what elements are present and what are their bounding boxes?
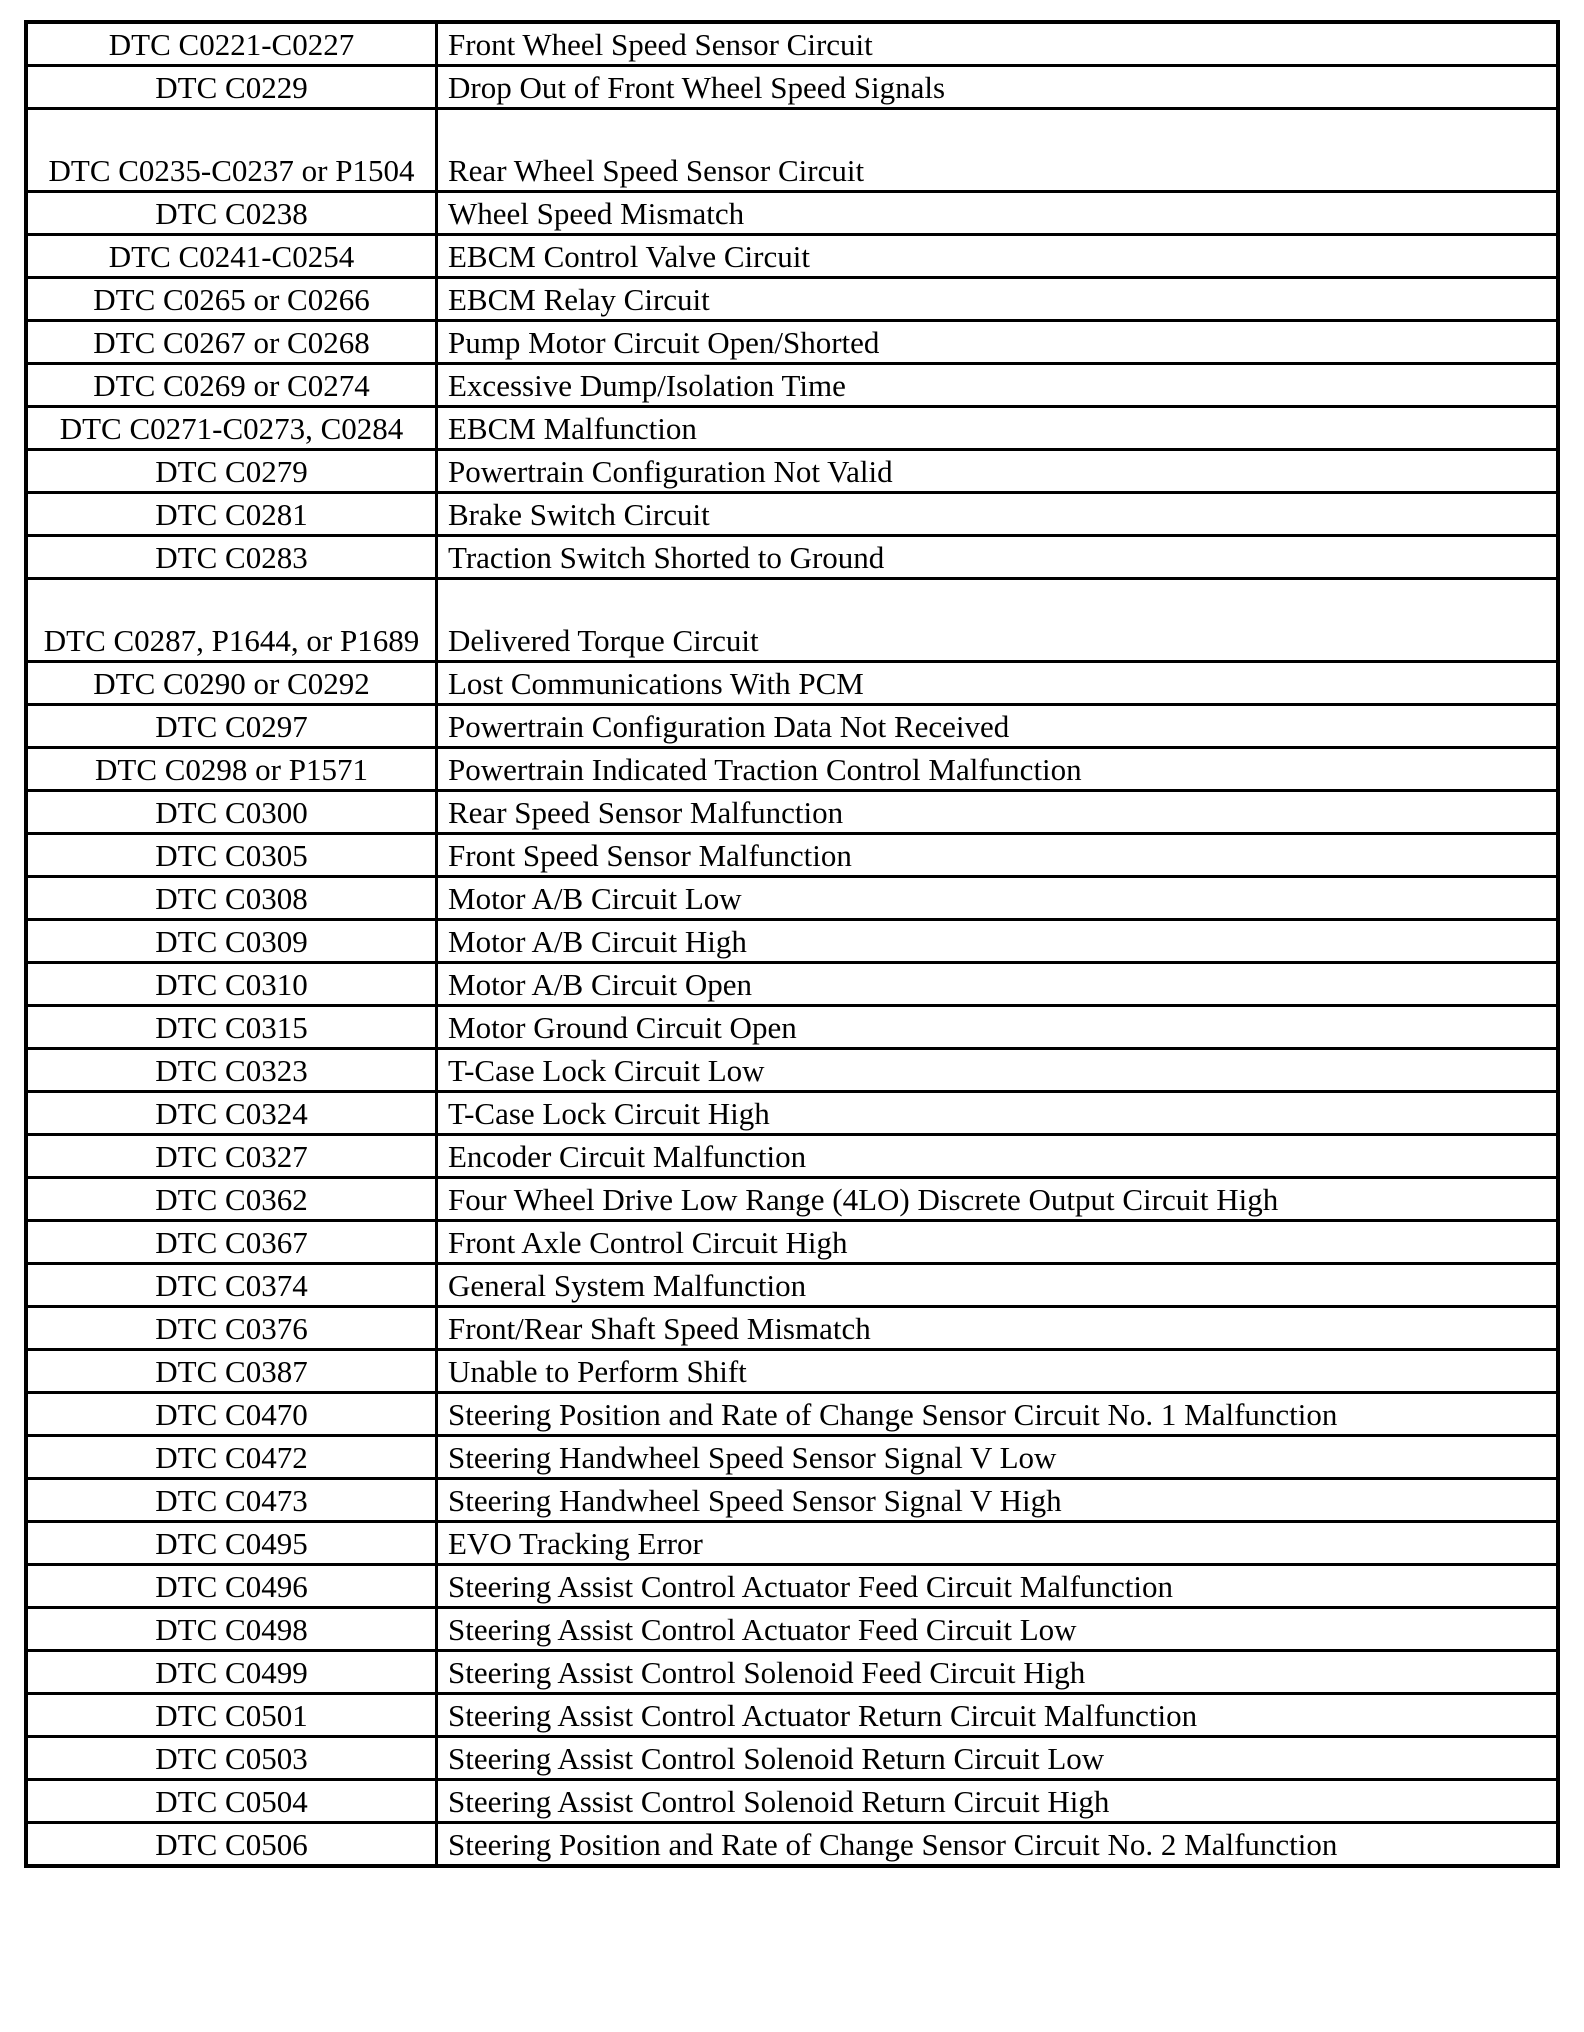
dtc-code: DTC C0473 [26,1479,437,1522]
dtc-code: DTC C0241-C0254 [26,235,437,278]
table-row [26,321,1558,364]
dtc-code: DTC C0269 or C0274 [26,364,437,407]
dtc-description: Powertrain Indicated Traction Control Malfunction [437,748,1559,791]
table-row [26,407,1558,450]
table-row [26,1221,1558,1264]
dtc-description: Rear Speed Sensor Malfunction [437,791,1559,834]
dtc-description: Brake Switch Circuit [437,493,1559,536]
dtc-code: DTC C0297 [26,705,437,748]
table-row [26,1823,1558,1867]
table-row [26,192,1558,235]
dtc-description: Front/Rear Shaft Speed Mismatch [437,1307,1559,1350]
table-row [26,834,1558,877]
dtc-code: DTC C0324 [26,1092,437,1135]
dtc-description: Motor A/B Circuit High [437,920,1559,963]
dtc-description: Steering Assist Control Actuator Return Circuit Malfunction [437,1694,1559,1737]
dtc-description: Powertrain Configuration Data Not Received [437,705,1559,748]
dtc-description: EBCM Malfunction [437,407,1559,450]
table-row [26,579,1558,662]
table-row [26,1264,1558,1307]
dtc-description: Steering Assist Control Solenoid Return Circuit Low [437,1737,1559,1780]
table-row [26,1092,1558,1135]
table-row [26,1436,1558,1479]
dtc-description: Wheel Speed Mismatch [437,192,1559,235]
dtc-code: DTC C0308 [26,877,437,920]
dtc-code: DTC C0300 [26,791,437,834]
table-row [26,1049,1558,1092]
table-row [26,22,1558,66]
dtc-description: EBCM Relay Circuit [437,278,1559,321]
dtc-code: DTC C0229 [26,66,437,109]
dtc-description: Encoder Circuit Malfunction [437,1135,1559,1178]
dtc-description: Lost Communications With PCM [437,662,1559,705]
table-row [26,791,1558,834]
table-row [26,662,1558,705]
dtc-description: T-Case Lock Circuit Low [437,1049,1559,1092]
dtc-description: Unable to Perform Shift [437,1350,1559,1393]
table-row [26,920,1558,963]
dtc-description: General System Malfunction [437,1264,1559,1307]
table-row [26,450,1558,493]
dtc-code: DTC C0283 [26,536,437,579]
dtc-code: DTC C0265 or C0266 [26,278,437,321]
dtc-description: Powertrain Configuration Not Valid [437,450,1559,493]
dtc-code: DTC C0503 [26,1737,437,1780]
table-row [26,1393,1558,1436]
table-row [26,235,1558,278]
dtc-description: Four Wheel Drive Low Range (4LO) Discrete Output Circuit High [437,1178,1559,1221]
dtc-description: Steering Assist Control Solenoid Return Circuit High [437,1780,1559,1823]
dtc-description: Motor A/B Circuit Open [437,963,1559,1006]
table-row [26,705,1558,748]
table-row [26,748,1558,791]
table-row [26,1350,1558,1393]
dtc-code: DTC C0267 or C0268 [26,321,437,364]
dtc-code: DTC C0305 [26,834,437,877]
dtc-description: T-Case Lock Circuit High [437,1092,1559,1135]
table-row [26,1608,1558,1651]
table-row [26,1565,1558,1608]
dtc-code: DTC C0501 [26,1694,437,1737]
dtc-description: Steering Position and Rate of Change Sensor Circuit No. 2 Malfunction [437,1823,1559,1867]
dtc-description: Steering Handwheel Speed Sensor Signal V High [437,1479,1559,1522]
dtc-description: Traction Switch Shorted to Ground [437,536,1559,579]
dtc-code: DTC C0506 [26,1823,437,1867]
dtc-code: DTC C0498 [26,1608,437,1651]
table-row [26,109,1558,192]
dtc-code: DTC C0367 [26,1221,437,1264]
dtc-code: DTC C0374 [26,1264,437,1307]
dtc-description: Front Axle Control Circuit High [437,1221,1559,1264]
table-row [26,963,1558,1006]
table-row [26,1522,1558,1565]
dtc-code: DTC C0472 [26,1436,437,1479]
table-row [26,364,1558,407]
table-row [26,278,1558,321]
dtc-description: Steering Assist Control Actuator Feed Circuit Malfunction [437,1565,1559,1608]
dtc-code: DTC C0327 [26,1135,437,1178]
dtc-code: DTC C0376 [26,1307,437,1350]
table-row [26,1178,1558,1221]
table-row [26,66,1558,109]
table-row [26,1006,1558,1049]
dtc-description: Motor A/B Circuit Low [437,877,1559,920]
dtc-code: DTC C0221-C0227 [26,22,437,66]
dtc-description: Front Speed Sensor Malfunction [437,834,1559,877]
dtc-description: EVO Tracking Error [437,1522,1559,1565]
dtc-description: Motor Ground Circuit Open [437,1006,1559,1049]
dtc-code: DTC C0287, P1644, or P1689 [26,579,437,662]
dtc-code: DTC C0279 [26,450,437,493]
dtc-description: Pump Motor Circuit Open/Shorted [437,321,1559,364]
dtc-code: DTC C0504 [26,1780,437,1823]
table-row [26,1307,1558,1350]
dtc-code: DTC C0496 [26,1565,437,1608]
dtc-description: Steering Assist Control Actuator Feed Circuit Low [437,1608,1559,1651]
dtc-code: DTC C0235-C0237 or P1504 [26,109,437,192]
table-row [26,1479,1558,1522]
dtc-code: DTC C0309 [26,920,437,963]
dtc-description: Steering Position and Rate of Change Sensor Circuit No. 1 Malfunction [437,1393,1559,1436]
dtc-code: DTC C0238 [26,192,437,235]
dtc-code: DTC C0470 [26,1393,437,1436]
dtc-code: DTC C0499 [26,1651,437,1694]
dtc-code: DTC C0387 [26,1350,437,1393]
dtc-code: DTC C0281 [26,493,437,536]
dtc-description: Front Wheel Speed Sensor Circuit [437,22,1559,66]
table-row [26,493,1558,536]
table-row [26,1135,1558,1178]
dtc-description: EBCM Control Valve Circuit [437,235,1559,278]
dtc-code: DTC C0323 [26,1049,437,1092]
dtc-code: DTC C0495 [26,1522,437,1565]
dtc-code: DTC C0310 [26,963,437,1006]
dtc-code: DTC C0315 [26,1006,437,1049]
table-row [26,1780,1558,1823]
table-row [26,1651,1558,1694]
dtc-description: Rear Wheel Speed Sensor Circuit [437,109,1559,192]
dtc-code: DTC C0271-C0273, C0284 [26,407,437,450]
dtc-code: DTC C0290 or C0292 [26,662,437,705]
dtc-description: Steering Assist Control Solenoid Feed Circuit High [437,1651,1559,1694]
dtc-code: DTC C0298 or P1571 [26,748,437,791]
dtc-description: Drop Out of Front Wheel Speed Signals [437,66,1559,109]
table-row [26,877,1558,920]
table-row [26,1737,1558,1780]
dtc-table-body [26,22,1558,1866]
dtc-description: Excessive Dump/Isolation Time [437,364,1559,407]
dtc-table [24,20,1560,1868]
dtc-description: Delivered Torque Circuit [437,579,1559,662]
table-row [26,1694,1558,1737]
table-row [26,536,1558,579]
dtc-code: DTC C0362 [26,1178,437,1221]
dtc-description: Steering Handwheel Speed Sensor Signal V Low [437,1436,1559,1479]
